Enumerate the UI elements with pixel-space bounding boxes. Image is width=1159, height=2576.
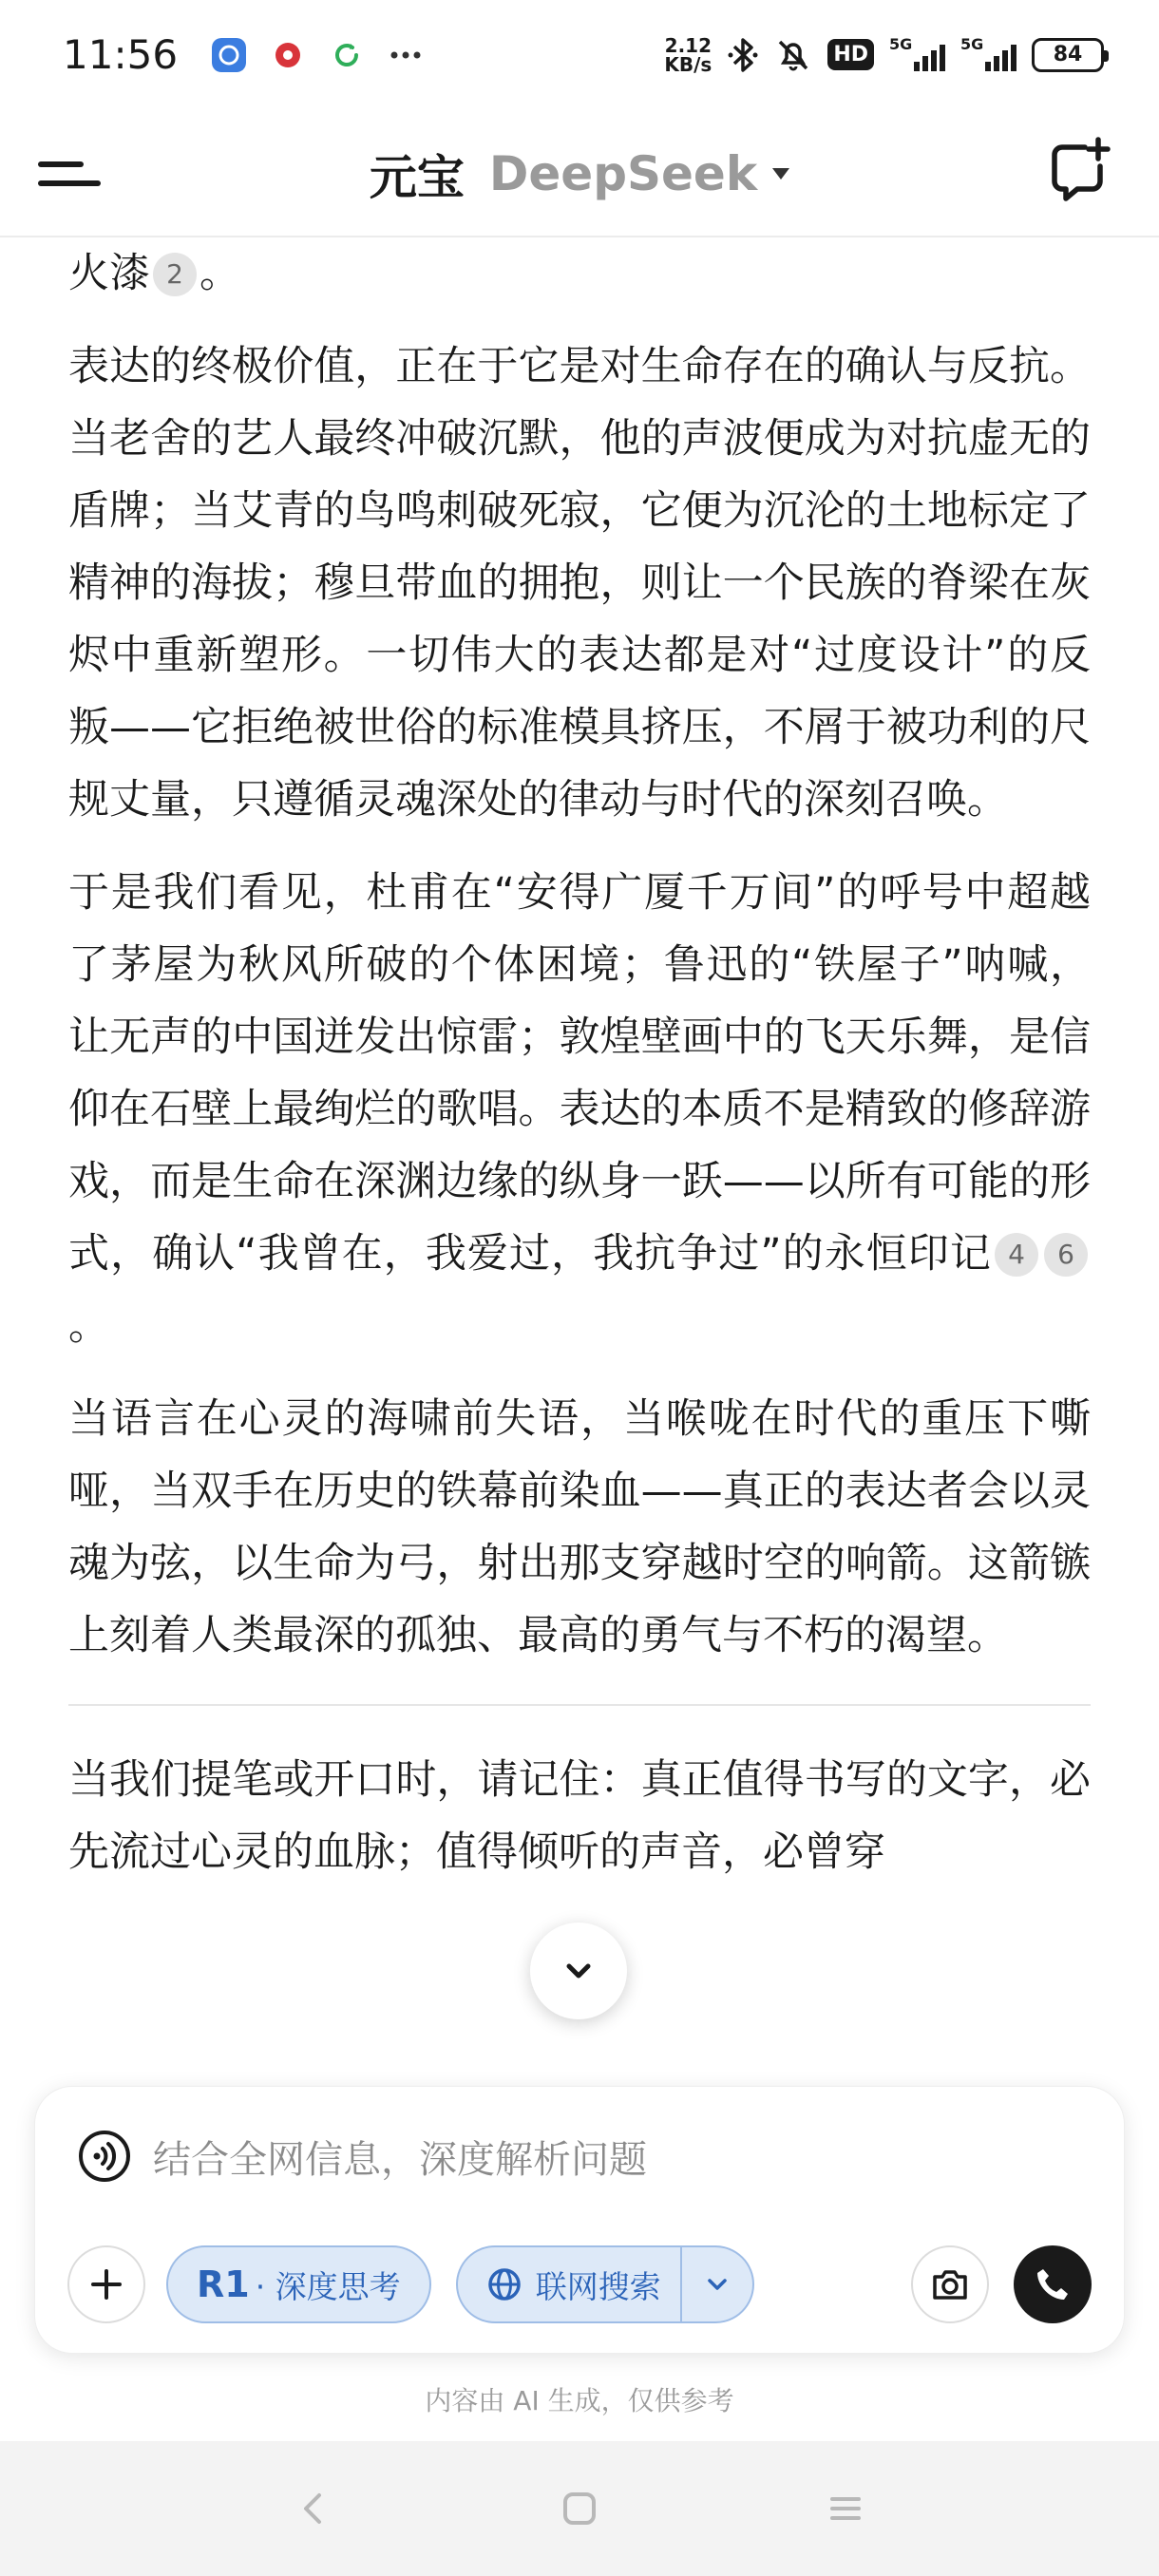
ai-disclaimer: 内容由 AI 生成，仅供参考 — [425, 2385, 734, 2416]
composer — [34, 2086, 1125, 2354]
status-notification-icons — [212, 38, 423, 72]
home-icon — [559, 2488, 600, 2529]
response-paragraph: 于是我们看见，杜甫在“安得广厦千万间”的呼号中超越了茅屋为秋风所破的个体困境；鲁迅的“铁屋子”呐喊，让无声的中国迸发出惊雷；敦煌壁画中的飞天乐舞，是信仰在石壁上最绚烂的歌唱。表达的本质不是精致的修辞游戏，而是生命在深渊边缘的纵身一跃——以所有可能的形式，确认“我曾在，我爱过，我抗争过”的永恒印记 4 6。 — [68, 869, 1091, 1350]
status-time: 11:56 — [63, 31, 179, 78]
app-notification-icon — [212, 38, 246, 72]
input-placeholder[interactable]: 结合全网信息，深度解析问题 — [153, 2137, 647, 2182]
response-paragraph: 表达的终极价值，正在于它是对生命存在的确认与反抗。当老舍的艺人最终冲破沉默，他的声波便成为对抗虚无的盾牌；当艾青的鸟鸣刺破死寂，它便为沉沦的土地标定了精神的海拔；穆旦带血的拥抱，则让一个民族的脊梁在灰烬中重新塑形。一切伟大的表达都是对“过度设计”的反叛——它拒绝被世俗的标准模具挤压，不屑于被功利的尺规丈量，只遵循灵魂深处的律动与时代的深刻召唤。 — [68, 343, 1091, 824]
r1-label: R1 — [197, 2263, 250, 2305]
new-chat-icon[interactable] — [1045, 136, 1113, 204]
response-paragraph: 火漆 2 。 — [68, 250, 240, 297]
web-search-label: 联网搜索 — [535, 2267, 661, 2305]
mute-bell-icon — [774, 36, 812, 74]
globe-icon — [486, 2266, 522, 2302]
status-system-icons — [664, 33, 1104, 76]
signal-icon: 5G — [960, 39, 1016, 71]
message-input[interactable] — [77, 2129, 647, 2184]
plus-icon — [87, 2265, 125, 2303]
caret-down-icon — [772, 168, 789, 180]
section-divider — [68, 1704, 1091, 1706]
home-button[interactable] — [551, 2480, 608, 2537]
model-name: DeepSeek — [488, 146, 758, 201]
add-attachment-button[interactable] — [67, 2245, 145, 2323]
search-options-dropdown[interactable] — [682, 2245, 752, 2323]
chevron-down-icon — [560, 1952, 598, 1990]
deep-think-toggle[interactable] — [166, 2245, 431, 2323]
voice-icon[interactable] — [77, 2129, 132, 2184]
sync-icon — [330, 38, 364, 72]
signal-icon: 5G — [889, 39, 945, 71]
response-paragraph: 当我们提笔或开口时，请记住：真正值得书写的文字，必先流过心灵的血脉；值得倾听的声音，必曾穿 — [68, 1756, 1091, 1876]
citation-badge[interactable]: 4 — [995, 1233, 1038, 1277]
back-button[interactable] — [285, 2480, 342, 2537]
recents-icon — [825, 2488, 866, 2529]
hd-voice-badge: HD — [827, 39, 874, 70]
more-icon — [389, 38, 423, 72]
composer-toolbar — [67, 2245, 1092, 2324]
camera-button[interactable] — [911, 2245, 989, 2323]
citation-badge[interactable]: 2 — [153, 253, 197, 296]
voice-call-button[interactable] — [1014, 2245, 1092, 2323]
app-notification-icon — [271, 38, 305, 72]
back-icon — [293, 2488, 334, 2529]
scroll-to-bottom-button[interactable] — [530, 1923, 627, 2019]
web-search-toggle[interactable] — [456, 2245, 754, 2323]
chevron-down-icon — [704, 2271, 731, 2298]
chat-response — [68, 237, 1091, 1909]
bluetooth-icon — [727, 36, 759, 74]
recents-button[interactable] — [817, 2480, 874, 2537]
title-switcher[interactable] — [0, 140, 1159, 208]
citation-badge[interactable]: 6 — [1044, 1233, 1088, 1277]
app-title: 元宝 — [369, 150, 465, 205]
network-speed: 2.12 KB/s — [664, 33, 712, 76]
app-header — [0, 109, 1159, 237]
battery-indicator: 84 — [1032, 38, 1104, 72]
status-bar — [0, 0, 1159, 109]
camera-icon — [929, 2263, 971, 2305]
phone-icon — [1033, 2264, 1073, 2304]
system-navigation-bar — [0, 2441, 1159, 2576]
deep-think-label: · 深度思考 — [255, 2267, 401, 2305]
response-paragraph: 当语言在心灵的海啸前失语，当喉咙在时代的重压下嘶哑，当双手在历史的铁幕前染血——真正的表达者会以灵魂为弦，以生命为弓，射出那支穿越时空的响箭。这箭镞上刻着人类最深的孤独、最高的勇气与不朽的渴望。 — [68, 1395, 1091, 1659]
